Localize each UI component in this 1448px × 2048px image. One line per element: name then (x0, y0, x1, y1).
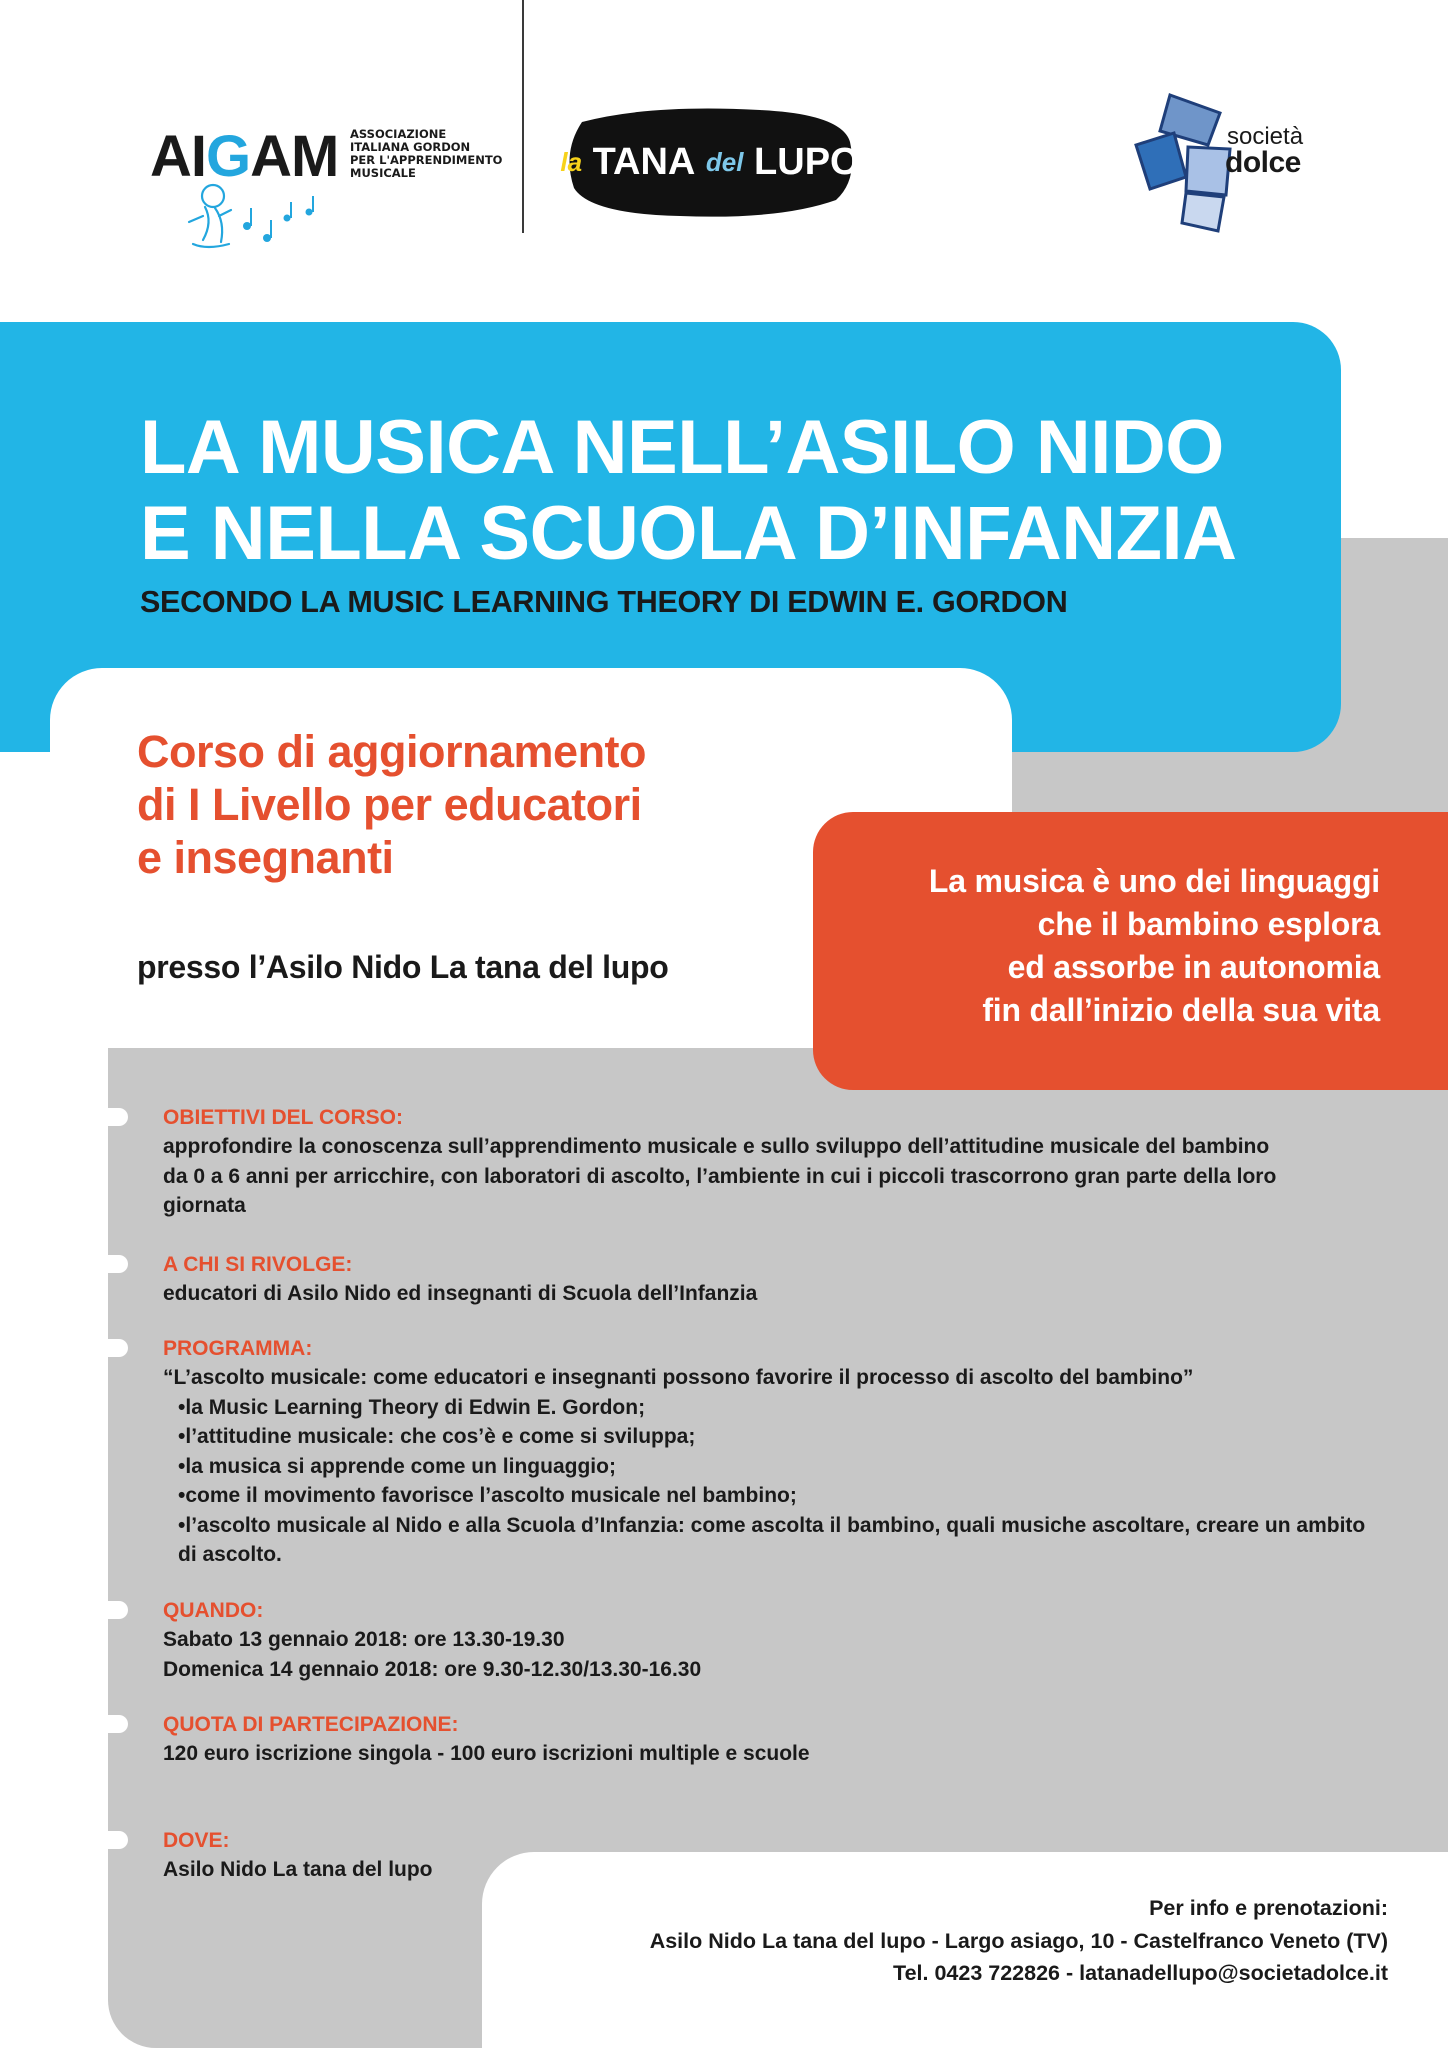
societa-dolce-logo (1130, 85, 1350, 235)
section-marker (108, 1601, 128, 1619)
societa-word: società (1227, 123, 1304, 150)
section-quando (163, 1596, 1383, 1684)
section-heading: QUOTA DI PARTECIPAZIONE: (163, 1713, 459, 1736)
section-body (163, 1363, 1383, 1570)
section-quota (163, 1710, 1383, 1769)
section-body: Asilo Nido La tana del lupo (163, 1858, 433, 1881)
section-heading: DOVE: (163, 1829, 230, 1852)
quote-text: La musica è uno dei linguaggi che il bambino esplora ed assorbe in autonomia fin dall’inizio della sua vita (928, 863, 1380, 1028)
contact-address: Asilo Nido La tana del lupo - Largo asiago, 10 - Castelfranco Veneto (TV) (649, 1928, 1388, 1953)
section-marker (108, 1715, 128, 1733)
logo-divider (522, 0, 524, 233)
page-subtitle: SECONDO LA MUSIC LEARNING THEORY DI EDWIN E. GORDON (140, 585, 1068, 619)
section-body: approfondire la conoscenza sull’apprendimento musicale e sullo sviluppo dell’attitudine musicale del bambino da 0 a 6 anni per arricchire, con laboratori di ascolto, l’ambiente in cui i piccoli trascorrono gran parte della loro giornata (163, 1135, 1277, 1217)
section-body: 120 euro iscrizione singola - 100 euro iscrizioni multiple e scuole (163, 1742, 810, 1765)
section-marker (108, 1255, 128, 1273)
section-heading: PROGRAMMA: (163, 1337, 313, 1360)
section-marker (108, 1831, 128, 1849)
list-item: • l’ascolto musicale al Nido e alla Scuola d’Infanzia: come ascolta il bambino, quali musiche ascoltare, creare un ambito di ascolto. (163, 1511, 1383, 1570)
section-destinatari (163, 1250, 1383, 1309)
page-title: LA MUSICA NELL’ASILO NIDO E NELLA SCUOLA D’INFANZIA (140, 405, 1237, 576)
section-body: Sabato 13 gennaio 2018: ore 13.30-19.30 Domenica 14 gennaio 2018: ore 9.30-12.30/13.30-16.30 (163, 1628, 702, 1681)
course-title: Corso di aggiornamento di I Livello per educatori e insegnanti (137, 726, 647, 883)
tana-wordmark: la TANA del LUPO (560, 140, 860, 183)
list-item: • come il movimento favorisce l’ascolto musicale nel bambino; (163, 1481, 1383, 1511)
section-heading: OBIETTIVI DEL CORSO: (163, 1106, 403, 1129)
section-marker (108, 1108, 128, 1126)
section-marker (108, 1339, 128, 1357)
section-dove (163, 1826, 1383, 1885)
programma-list (163, 1393, 1383, 1570)
list-item: • la Music Learning Theory di Edwin E. Gordon; (163, 1393, 1383, 1423)
child-music-notes-icon (185, 182, 355, 252)
section-programma (163, 1334, 1383, 1570)
course-location: presso l’Asilo Nido La tana del lupo (137, 949, 669, 985)
list-item: • l’attitudine musicale: che cos’è e come si sviluppa; (163, 1422, 1383, 1452)
section-heading: QUANDO: (163, 1599, 264, 1622)
programma-intro: “L’ascolto musicale: come educatori e insegnanti possono favorire il processo di ascolto del bambino” (163, 1366, 1194, 1389)
aigam-logo (150, 120, 510, 240)
contact-heading: Per info e prenotazioni: (1149, 1896, 1388, 1920)
section-heading: A CHI SI RIVOLGE: (163, 1253, 353, 1276)
dolce-word: dolce (1225, 146, 1301, 179)
aigam-wordmark: AIGAM (150, 124, 339, 189)
tana-del-lupo-logo (560, 102, 860, 222)
contact-phone-email: Tel. 0423 722826 - latanadellupo@societadolce.it (893, 1961, 1388, 1985)
contact-info (520, 1892, 1388, 1990)
list-item: • la musica si apprende come un linguaggio; (163, 1452, 1383, 1482)
section-body: educatori di Asilo Nido ed insegnanti di Scuola dell’Infanzia (163, 1282, 758, 1305)
section-obiettivi (163, 1103, 1383, 1221)
aigam-subtitle: ASSOCIAZIONE ITALIANA GORDON PER L'APPRENDIMENTO MUSICALE (350, 127, 503, 180)
